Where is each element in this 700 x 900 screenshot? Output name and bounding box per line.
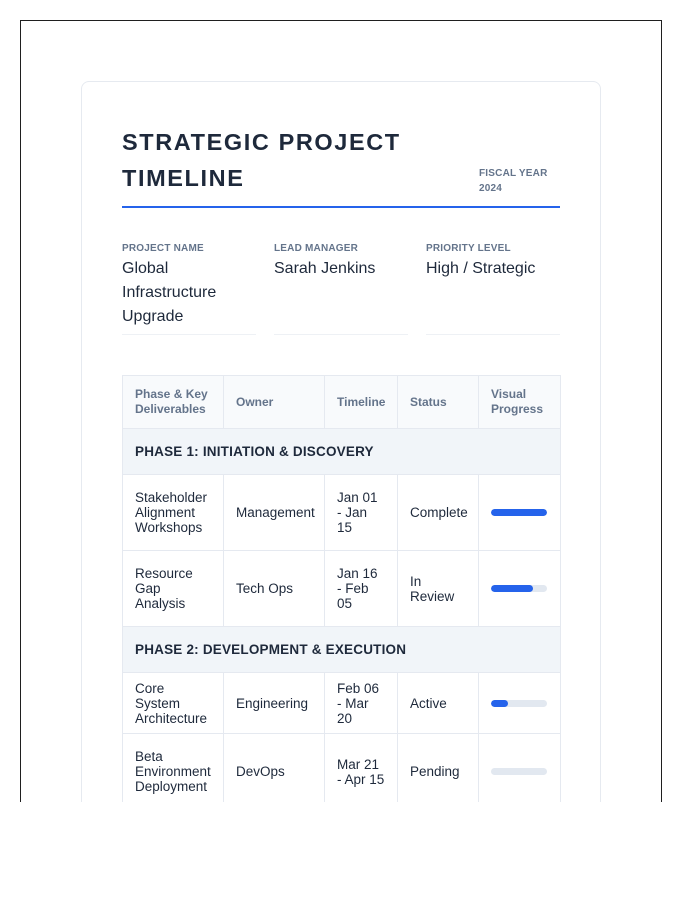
meta-lead-manager — [274, 242, 408, 335]
phase-row — [123, 429, 561, 475]
progress-bar-fill — [491, 509, 547, 516]
phase-label: PHASE 2: DEVELOPMENT & EXECUTION — [123, 627, 561, 673]
lead-manager-value: Sarah Jenkins — [274, 260, 376, 277]
priority-level-value: High / Strategic — [426, 260, 536, 277]
progress-bar-fill — [491, 585, 533, 592]
timeline-cell: Mar 21 - Apr 15 — [325, 734, 398, 803]
table-row — [123, 673, 561, 734]
progress-cell — [479, 551, 561, 627]
timeline-cell: Jan 16 - Feb 05 — [325, 551, 398, 627]
meta-priority-level — [426, 242, 560, 335]
page-title: STRATEGIC PROJECT TIMELINE — [122, 129, 401, 191]
status-cell: Pending — [398, 734, 479, 803]
deliverable-cell: Core System Architecture — [123, 673, 224, 734]
phase-row — [123, 627, 561, 673]
progress-bar — [491, 509, 547, 516]
document-card — [81, 81, 601, 802]
status-cell: Complete — [398, 475, 479, 551]
owner-cell: Engineering — [224, 673, 325, 734]
fiscal-year-label: FISCAL YEAR 2024 — [479, 168, 548, 194]
priority-level-label: PRIORITY LEVEL — [426, 243, 511, 254]
progress-bar — [491, 585, 547, 592]
project-name-label: PROJECT NAME — [122, 243, 204, 254]
owner-cell: Management — [224, 475, 325, 551]
progress-cell — [479, 475, 561, 551]
page-frame — [20, 20, 662, 802]
table-row — [123, 734, 561, 803]
meta-project-name — [122, 242, 256, 335]
table-row — [123, 475, 561, 551]
column-header-progress: Visual Progress — [479, 376, 561, 429]
column-header-status: Status — [398, 376, 479, 429]
document-header — [122, 122, 560, 208]
status-cell: Active — [398, 673, 479, 734]
deliverable-cell: Stakeholder Alignment Workshops — [123, 475, 224, 551]
progress-bar — [491, 768, 547, 775]
project-meta — [122, 242, 560, 335]
owner-cell: DevOps — [224, 734, 325, 803]
column-header-owner: Owner — [224, 376, 325, 429]
timeline-cell: Jan 01 - Jan 15 — [325, 475, 398, 551]
status-cell: In Review — [398, 551, 479, 627]
deliverable-cell: Resource Gap Analysis — [123, 551, 224, 627]
deliverable-cell: Beta Environment Deployment — [123, 734, 224, 803]
timeline-table — [122, 375, 561, 802]
progress-cell — [479, 734, 561, 803]
table-row — [123, 551, 561, 627]
owner-cell: Tech Ops — [224, 551, 325, 627]
progress-cell — [479, 673, 561, 734]
phase-label: PHASE 1: INITIATION & DISCOVERY — [123, 429, 561, 475]
progress-bar-fill — [491, 700, 508, 707]
column-header-deliverables: Phase & Key Deliverables — [123, 376, 224, 429]
lead-manager-label: LEAD MANAGER — [274, 243, 359, 254]
timeline-cell: Feb 06 - Mar 20 — [325, 673, 398, 734]
project-name-value: Global Infrastructure Upgrade — [122, 260, 217, 325]
table-header-row — [123, 376, 561, 429]
column-header-timeline: Timeline — [325, 376, 398, 429]
progress-bar — [491, 700, 547, 707]
